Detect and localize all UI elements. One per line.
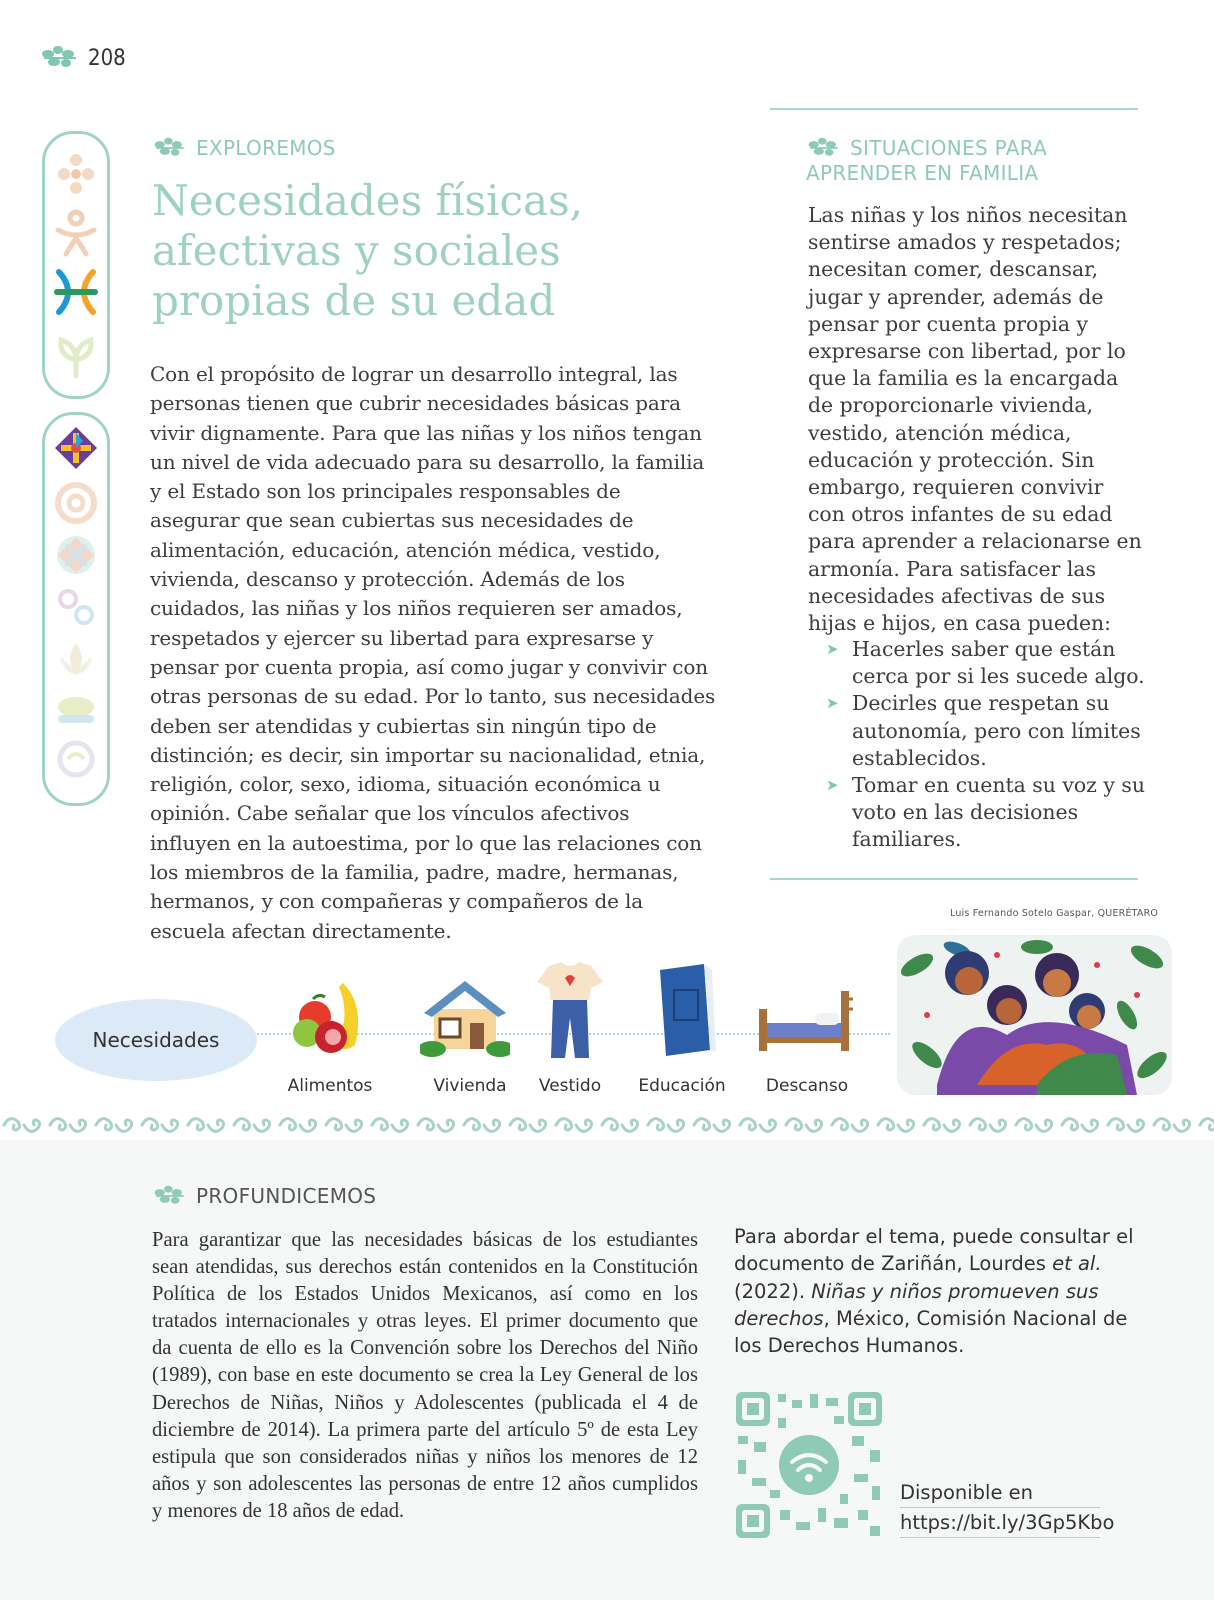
bed-icon: [755, 985, 855, 1055]
reference-paragraph: [734, 1223, 1154, 1359]
fruit-icon: [285, 975, 375, 1060]
flower-icon: [54, 150, 98, 198]
list-item: ➤ Tomar en cuenta su voz y su voto en las decisiones familiares.: [826, 772, 1146, 854]
leaf-icon: [53, 330, 99, 380]
reference-etal: et al.: [1052, 1252, 1102, 1276]
list-item: ➤ Hacerles saber que están cerca por si les sucede algo.: [826, 636, 1146, 690]
family-list: [826, 636, 1146, 854]
title-line: propias de su edad: [152, 276, 556, 325]
illustration-credit: Luis Fernando Sotelo Gaspar, QUERÉTARO: [950, 908, 1159, 919]
deepen-paragraph: Para garantizar que las necesidades básicas de los estudiantes sean atendidas, sus derechos están contenidos en la Constitución Política de los Estados Unidos Mexicanos, así como en los tratados internacionales y otras leyes. El primer documento que da cuenta de ello es la Convención sobre los Derechos del Niño (1989), con base en este documento se crea la Ley General de los Derechos de Niñas, Niños y Adolescentes (publicada el 4 de diciembre de 2014). La primera parte del artículo 5º de esta Ley estipula que son considerados niñas y niños los menores de 12 años y son adolescentes las personas de entre 12 años cumplidos y menores de 18 años de edad.: [152, 1229, 698, 1522]
decorative-band: [0, 1110, 1214, 1140]
reference-title: Niñas y niños promueven sus derechos: [734, 1279, 1099, 1330]
reference-rest: , México, Comisión Nacional de los Derechos Humanos.: [734, 1306, 1128, 1358]
reference-year: (2022).: [734, 1279, 812, 1303]
divider: [770, 878, 1138, 880]
divider: [770, 108, 1138, 110]
title-line: Necesidades físicas,: [152, 176, 583, 225]
explore-label-text: EXPLOREMOS: [196, 136, 336, 160]
sprig-icon: [152, 136, 188, 160]
page-title: [152, 176, 712, 326]
chain-icon: [54, 585, 98, 629]
compass-icon: [53, 425, 99, 471]
section-label-deepen: [152, 1184, 376, 1208]
title-line: afectivas y sociales: [152, 226, 561, 275]
family-hug-illustration: [897, 935, 1172, 1095]
clothes-icon: [535, 960, 605, 1060]
need-label: Educación: [638, 1076, 726, 1096]
section-label-family: [806, 136, 1136, 186]
family-paragraph: Las niñas y los niños necesitan sentirse amados y respetados; necesitan comer, descansar, jugar y aprender, además de pensar por cuenta propia y expresarse con libertad, por lo que la familia es la encargada de proporcionarle vivienda, vestido, atención médica, educación y protección. Sin embargo, requieren convivir con otros infantes de su edad para aprender a relacionarse en armonía. Para satisfacer las necesidades afectivas de sus hijas e hijos, en casa pueden:: [808, 203, 1142, 636]
spiral-icon: [54, 481, 98, 525]
need-label: Vivienda: [433, 1076, 507, 1096]
page-number-text: 208: [88, 45, 126, 71]
book-icon: [650, 960, 720, 1060]
need-label: Vestido: [538, 1076, 602, 1096]
family-label-line: SITUACIONES PARA: [850, 136, 1048, 160]
icon-rail-bottom: [42, 412, 110, 806]
section-label-explore: [152, 136, 336, 160]
globe-icon: [54, 737, 98, 781]
page-number: [40, 44, 126, 72]
family-label-line: APRENDER EN FAMILIA: [806, 161, 1039, 185]
icon-rail-top: [42, 131, 110, 399]
available-label: Disponible en: [900, 1478, 1100, 1508]
qr-code[interactable]: [734, 1390, 884, 1540]
intro-paragraph: Con el propósito de lograr un desarrollo integral, las personas tienen que cubrir necesidades básicas para vivir dignamente. Para que las niñas y los niños tengan un nivel de vida adecuado para su desarrollo, la familia y el Estado son los principales responsables de asegurar que sean cubiertas sus necesidades de alimentación, educación, atención médica, vestido, vivienda, descanso y protección. Además de los cuidados, las niñas y los niños requieren ser amados, respetados y ejercer su libertad para expresarse y pensar por cuenta propia, así como jugar y convivir con otras personas de su edad. Por lo tanto, sus necesidades deben ser atendidas y cubiertas sin ningún tipo de distinción; es decir, sin importar su nacionalidad, etnia, religión, color, sexo, idioma, situación económica u opinión. Cabe señalar que los vínculos afectivos influyen en la autoestima, por lo que las relaciones con los miembros de la familia, padre, madre, hermanas, hermanos, y con compañeras y compañeros de la escuela afectan directamente.: [150, 362, 716, 943]
house-icon: [420, 973, 510, 1058]
sprig-icon: [152, 1184, 188, 1208]
list-item: ➤ Decirles que respetan su autonomía, pero con límites establecidos.: [826, 690, 1146, 772]
people-icon: [51, 266, 101, 318]
figure-icon: [52, 206, 100, 258]
lotus-icon: [54, 637, 98, 681]
url-link[interactable]: https://bit.ly/3Gp5Kbo: [900, 1508, 1100, 1538]
sprig-icon: [40, 44, 80, 72]
need-label: Descanso: [765, 1076, 849, 1096]
needs-bubble: [55, 999, 257, 1081]
mandala-icon: [54, 533, 98, 577]
landscape-icon: [54, 689, 98, 729]
need-label: Alimentos: [287, 1076, 373, 1096]
deepen-label-text: PROFUNDICEMOS: [196, 1184, 377, 1208]
needs-label: Necesidades: [92, 1028, 220, 1052]
availability: [900, 1478, 1115, 1538]
reference-text: Para abordar el tema, puede consultar el documento de Zariñán, Lourdes: [734, 1225, 1134, 1276]
